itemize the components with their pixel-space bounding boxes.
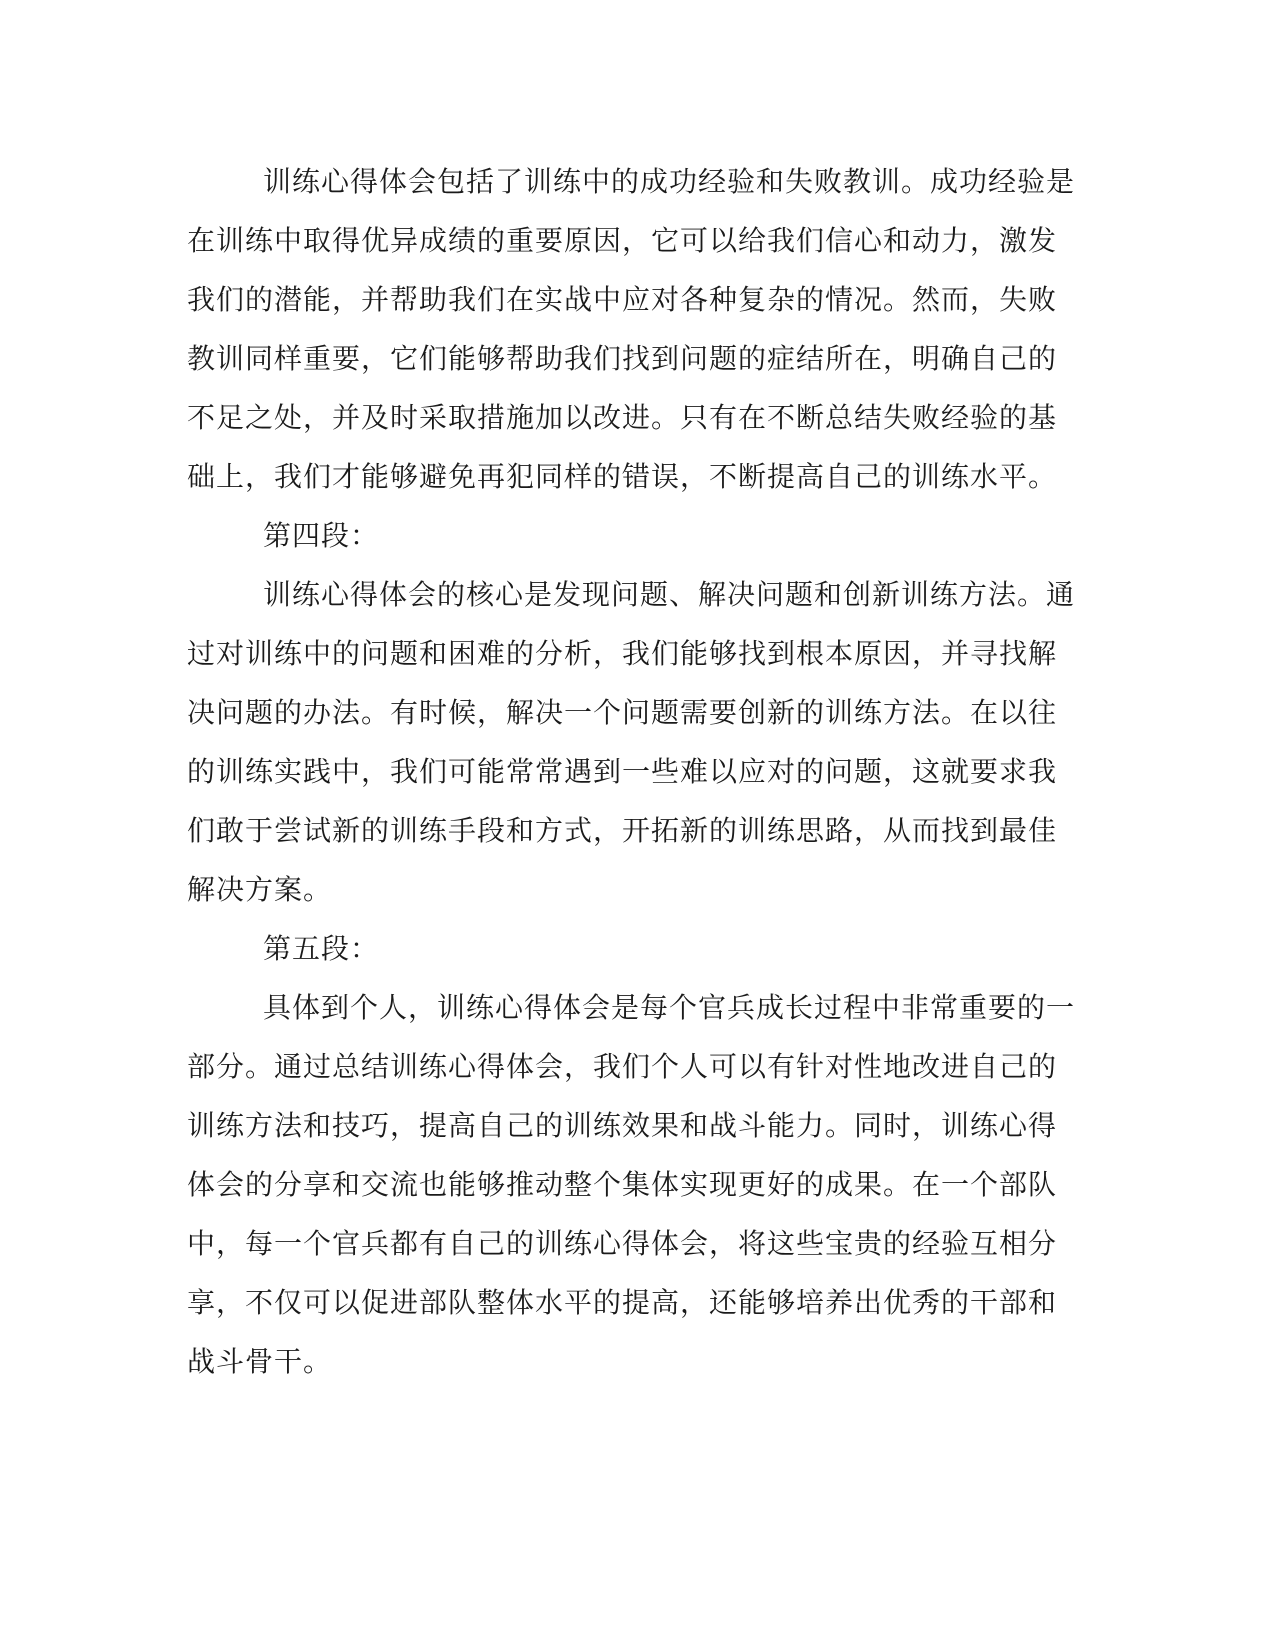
paragraph-1-line-1: 训练心得体会包括了训练中的成功经验和失败教训。成功经验是	[263, 165, 1076, 198]
paragraph-3-line-3: 训练方法和技巧，提高自己的训练效果和战斗能力。同时，训练心得	[187, 1109, 1058, 1142]
paragraph-1-line-6: 础上，我们才能够避免再犯同样的错误，不断提高自己的训练水平。	[187, 460, 1058, 493]
paragraph-3-line-4: 体会的分享和交流也能够推动整个集体实现更好的成果。在一个部队	[187, 1168, 1058, 1201]
paragraph-3-line-1: 具体到个人，训练心得体会是每个官兵成长过程中非常重要的一	[263, 991, 1076, 1024]
paragraph-1-line-4: 教训同样重要，它们能够帮助我们找到问题的症结所在，明确自己的	[187, 342, 1058, 375]
paragraph-2-line-1: 训练心得体会的核心是发现问题、解决问题和创新训练方法。通	[263, 578, 1076, 611]
paragraph-2-line-3: 决问题的办法。有时候，解决一个问题需要创新的训练方法。在以往	[187, 696, 1058, 729]
paragraph-1-line-2: 在训练中取得优异成绩的重要原因，它可以给我们信心和动力，激发	[187, 224, 1058, 257]
paragraph-1-line-3: 我们的潜能，并帮助我们在实战中应对各种复杂的情况。然而，失败	[187, 283, 1058, 316]
paragraph-3-line-6: 享，不仅可以促进部队整体水平的提高，还能够培养出优秀的干部和	[187, 1286, 1058, 1319]
paragraph-2-line-6: 解决方案。	[187, 873, 333, 906]
paragraph-1-line-5: 不足之处，并及时采取措施加以改进。只有在不断总结失败经验的基	[187, 401, 1058, 434]
paragraph-2-line-5: 们敢于尝试新的训练手段和方式，开拓新的训练思路，从而找到最佳	[187, 814, 1058, 847]
section-heading-5: 第五段：	[263, 932, 380, 965]
paragraph-3-line-2: 部分。通过总结训练心得体会，我们个人可以有针对性地改进自己的	[187, 1050, 1058, 1083]
section-heading-4: 第四段：	[263, 519, 380, 552]
paragraph-2-line-2: 过对训练中的问题和困难的分析，我们能够找到根本原因，并寻找解	[187, 637, 1058, 670]
paragraph-3-line-5: 中，每一个官兵都有自己的训练心得体会，将这些宝贵的经验互相分	[187, 1227, 1058, 1260]
paragraph-3-line-7: 战斗骨干。	[187, 1345, 333, 1378]
paragraph-2-line-4: 的训练实践中，我们可能常常遇到一些难以应对的问题，这就要求我	[187, 755, 1058, 788]
